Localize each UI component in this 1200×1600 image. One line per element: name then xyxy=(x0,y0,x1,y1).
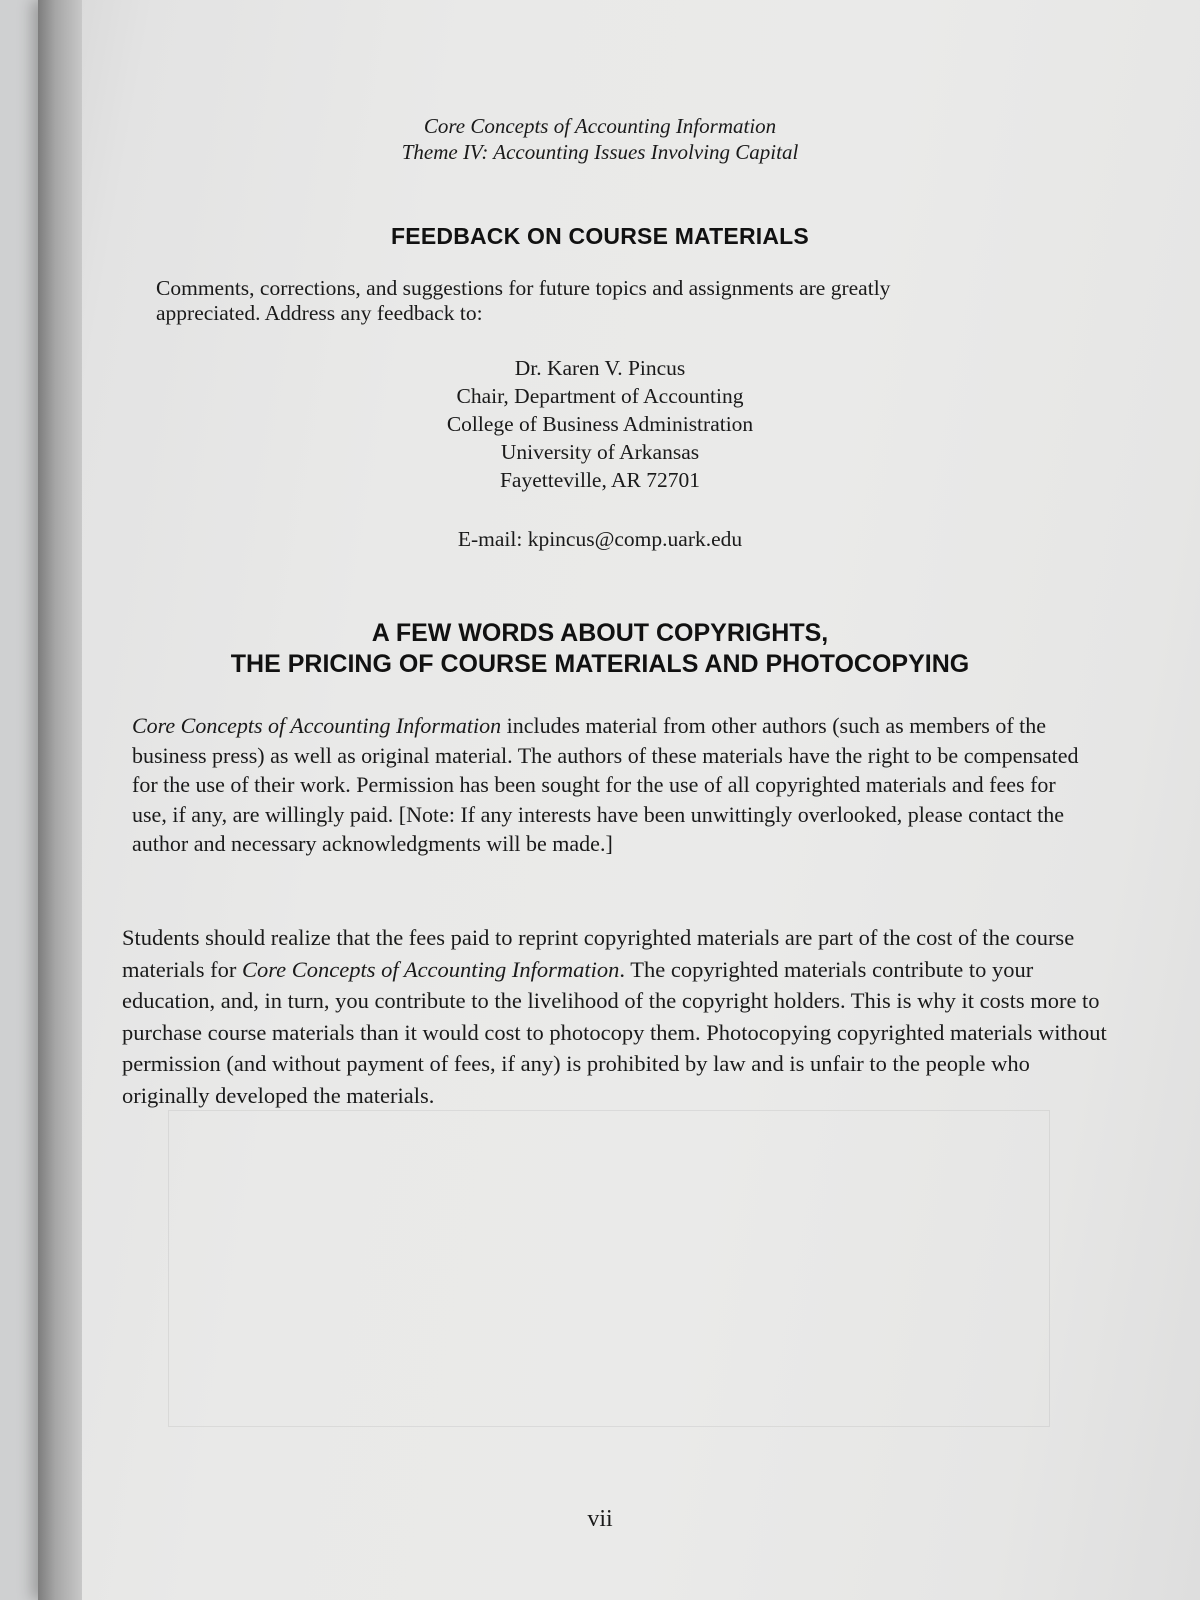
address-name: Dr. Karen V. Pincus xyxy=(514,356,686,380)
copyright-paragraph-1 xyxy=(132,711,1092,859)
address-university: University of Arkansas xyxy=(500,440,700,464)
email-address: E-mail: kpincus@comp.uark.edu xyxy=(457,527,743,551)
paragraph-1-text: includes material from other authors (such as members of the business press) as well as original material. The authors of these materials have the right to be compensated for the use of their work. Permission has been sought for the use of all copyrighted materials and fees for use, if any, are willingly paid. [Note: If any interests have been unwittingly overlooked, please contact the author and necessary acknowledgments will be made.] xyxy=(132,713,1079,856)
book-title-italic: Core Concepts of Accounting Information xyxy=(241,956,620,982)
copyright-heading-line2: THE PRICING OF COURSE MATERIALS AND PHOTOCOPYING xyxy=(230,650,970,678)
address-city: Fayetteville, AR 72701 xyxy=(499,468,701,492)
page-number: vii xyxy=(587,1506,613,1532)
header-theme: Theme IV: Accounting Issues Involving Capital xyxy=(401,140,799,164)
paragraph-2-start: Students should realize that the fees paid to reprint copyrighted materials are part of the cost of the course materials for xyxy=(122,925,1075,982)
book-title-italic: Core Concepts of Accounting Information xyxy=(132,713,502,738)
paragraph-2-end: . The copyrighted materials contribute to your education, and, in turn, you contribute to the livelihood of the copyright holders. This is why it costs more to purchase course materials than it would cost to photocopy them. Photocopying copyrighted materials without permission (and without payment of fees, if any) is prohibited by law and is unfair to the people who originally developed the materials. xyxy=(122,956,1107,1108)
feedback-heading: FEEDBACK ON COURSE MATERIALS xyxy=(391,223,809,249)
address-department: Chair, Department of Accounting xyxy=(456,384,744,408)
bleed-through-box xyxy=(168,1110,1050,1427)
address-college: College of Business Administration xyxy=(446,412,754,436)
copyright-paragraph-2 xyxy=(122,922,1107,1111)
mailing-address xyxy=(0,354,1200,494)
copyright-heading-line1: A FEW WORDS ABOUT COPYRIGHTS, xyxy=(371,619,829,647)
feedback-intro xyxy=(156,276,986,326)
header-book-title: Core Concepts of Accounting Information xyxy=(423,114,777,138)
running-header xyxy=(0,113,1200,165)
copyright-heading xyxy=(0,618,1200,680)
feedback-intro-line1: Comments, corrections, and suggestions for future topics and assignments are greatly xyxy=(156,276,891,300)
feedback-intro-line2: appreciated. Address any feedback to: xyxy=(156,301,483,325)
